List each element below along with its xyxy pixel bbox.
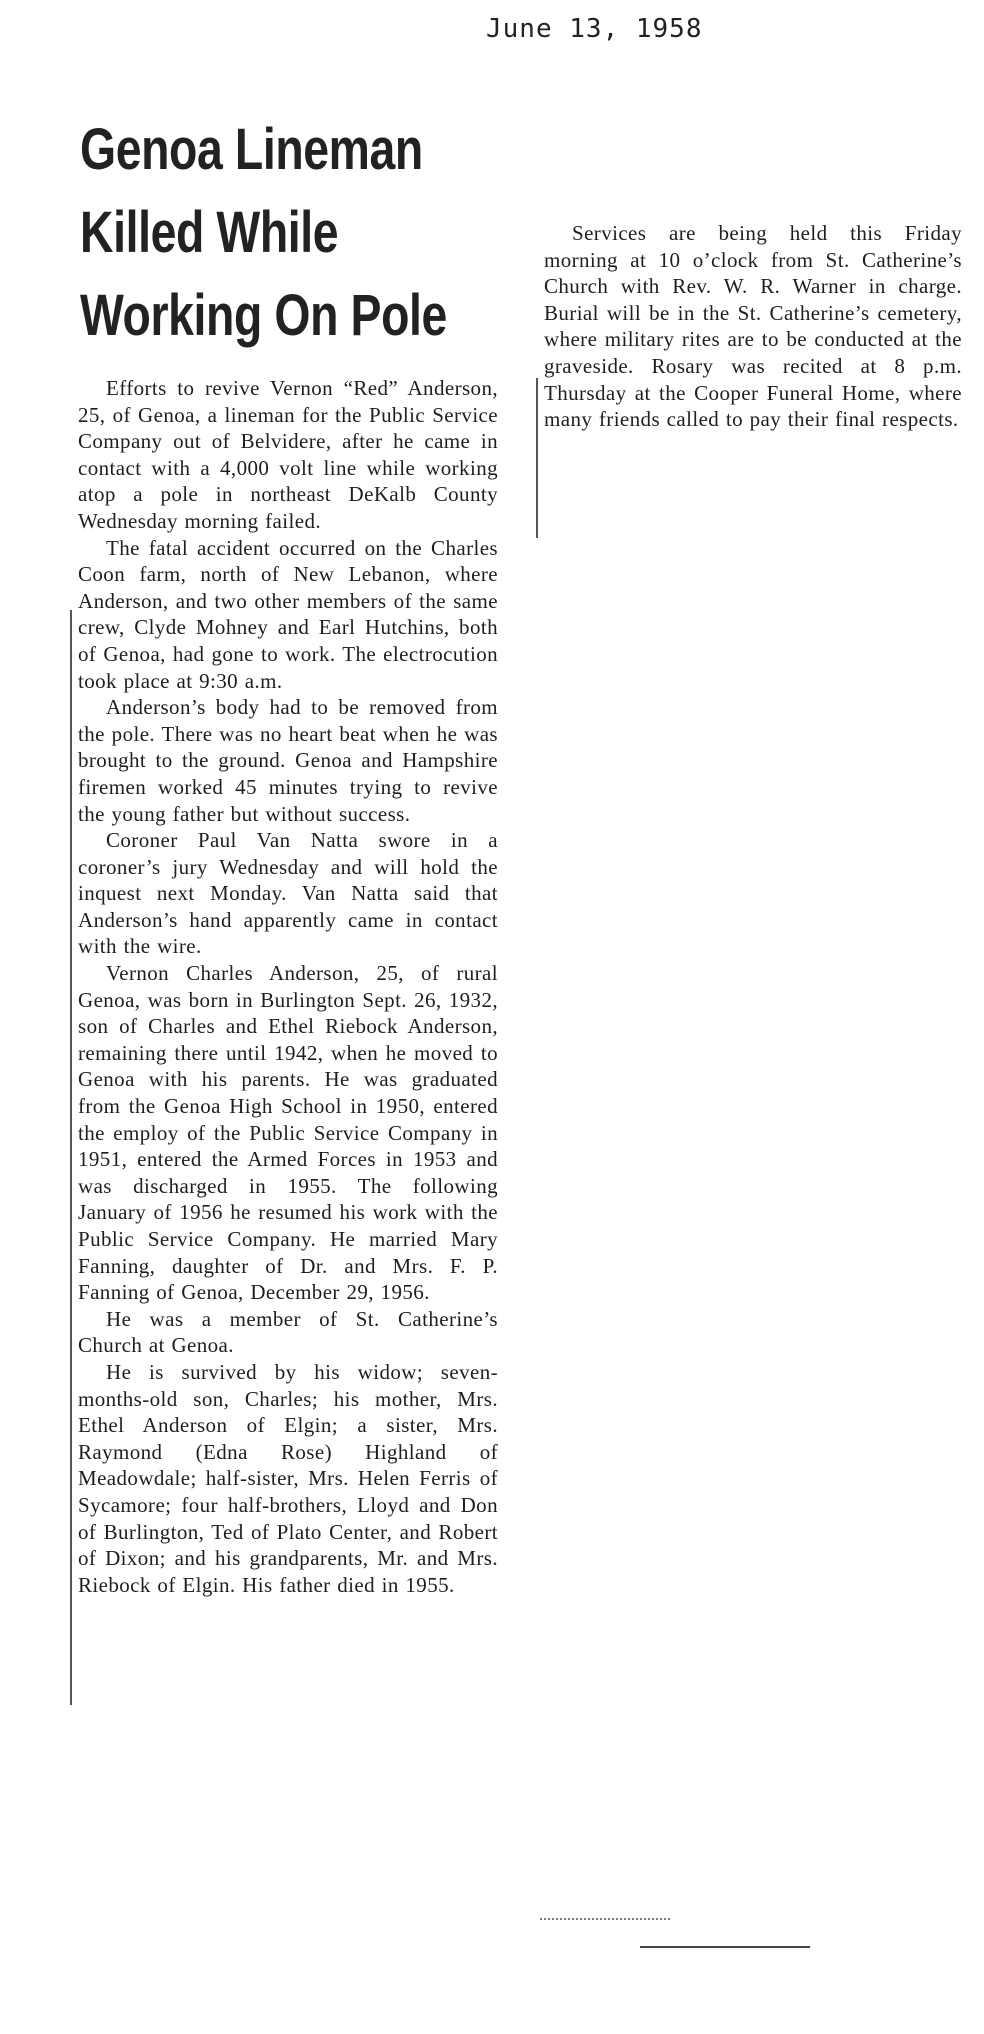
- headline-line-3: Working On Pole: [80, 283, 447, 348]
- paragraph: He is survived by his widow; seven-months-old son, Charles; his mother, Mrs. Ethel Anderson of Elgin; a sister, Mrs. Raymond (Edna Rose) Highland of Meadowdale; half-sister, Mrs. Helen Ferris of Sycamore; four half-brothers, Lloyd and Don of Burlington, Ted of Plato Center, and Robert of Dixon; and his grandparents, Mr. and Mrs. Riebock of Elgin. His father died in 1955.: [78, 1359, 498, 1597]
- column-rule: [70, 610, 72, 1705]
- column-rule: [536, 378, 538, 538]
- paragraph: Vernon Charles Anderson, 25, of rural Genoa, was born in Burlington Sept. 26, 1932, son of Charles and Ethel Riebock Anderson, remaining there until 1942, when he moved to Genoa with his parents. He was graduated from the Genoa High School in 1950, entered the employ of the Public Service Company in 1951, entered the Armed Forces in 1953 and was discharged in 1955. The following January of 1956 he resumed his work with the Public Service Company. He married Mary Fanning, daughter of Dr. and Mrs. F. P. Fanning of Genoa, December 29, 1956.: [78, 961, 498, 1305]
- paragraph: Coroner Paul Van Natta swore in a coroner’s jury Wednesday and will hold the inquest next Monday. Van Natta said that Anderson’s hand apparently came in contact with the wire.: [78, 828, 498, 959]
- clipping-date: June 13, 1958: [486, 14, 703, 44]
- article-left-column: [78, 375, 498, 1598]
- paragraph: The fatal accident occurred on the Charles Coon farm, north of New Lebanon, where Anderson, and two other members of the same crew, Clyde Mohney and Earl Hutchins, both of Genoa, had gone to work. The electrocution took place at 9:30 a.m.: [78, 535, 498, 693]
- paragraph: Services are being held this Friday morning at 10 o’clock from St. Catherine’s Church with Rev. W. R. Warner in charge. Burial will be in the St. Catherine’s cemetery, where military rites are to be conducted at the graveside. Rosary was recited at 8 p.m. Thursday at the Cooper Funeral Home, where many friends called to pay their final respects.: [544, 221, 962, 432]
- headline-line-1: Genoa Lineman: [80, 117, 423, 182]
- article-right-column: [544, 220, 962, 433]
- paragraph: He was a member of St. Catherine’s Church at Genoa.: [78, 1306, 498, 1358]
- scan-mark: [540, 1918, 670, 1921]
- headline: [80, 108, 447, 357]
- headline-line-2: Killed While: [80, 200, 339, 265]
- end-rule: [640, 1946, 810, 1948]
- paragraph: Anderson’s body had to be removed from the pole. There was no heart beat when he was brought to the ground. Genoa and Hampshire firemen worked 45 minutes trying to revive the young father but without success.: [78, 695, 498, 826]
- paragraph: Efforts to revive Vernon “Red” Anderson, 25, of Genoa, a lineman for the Public Service Company out of Belvidere, after he came in contact with a 4,000 volt line while working atop a pole in northeast DeKalb County Wednesday morning failed.: [78, 376, 498, 533]
